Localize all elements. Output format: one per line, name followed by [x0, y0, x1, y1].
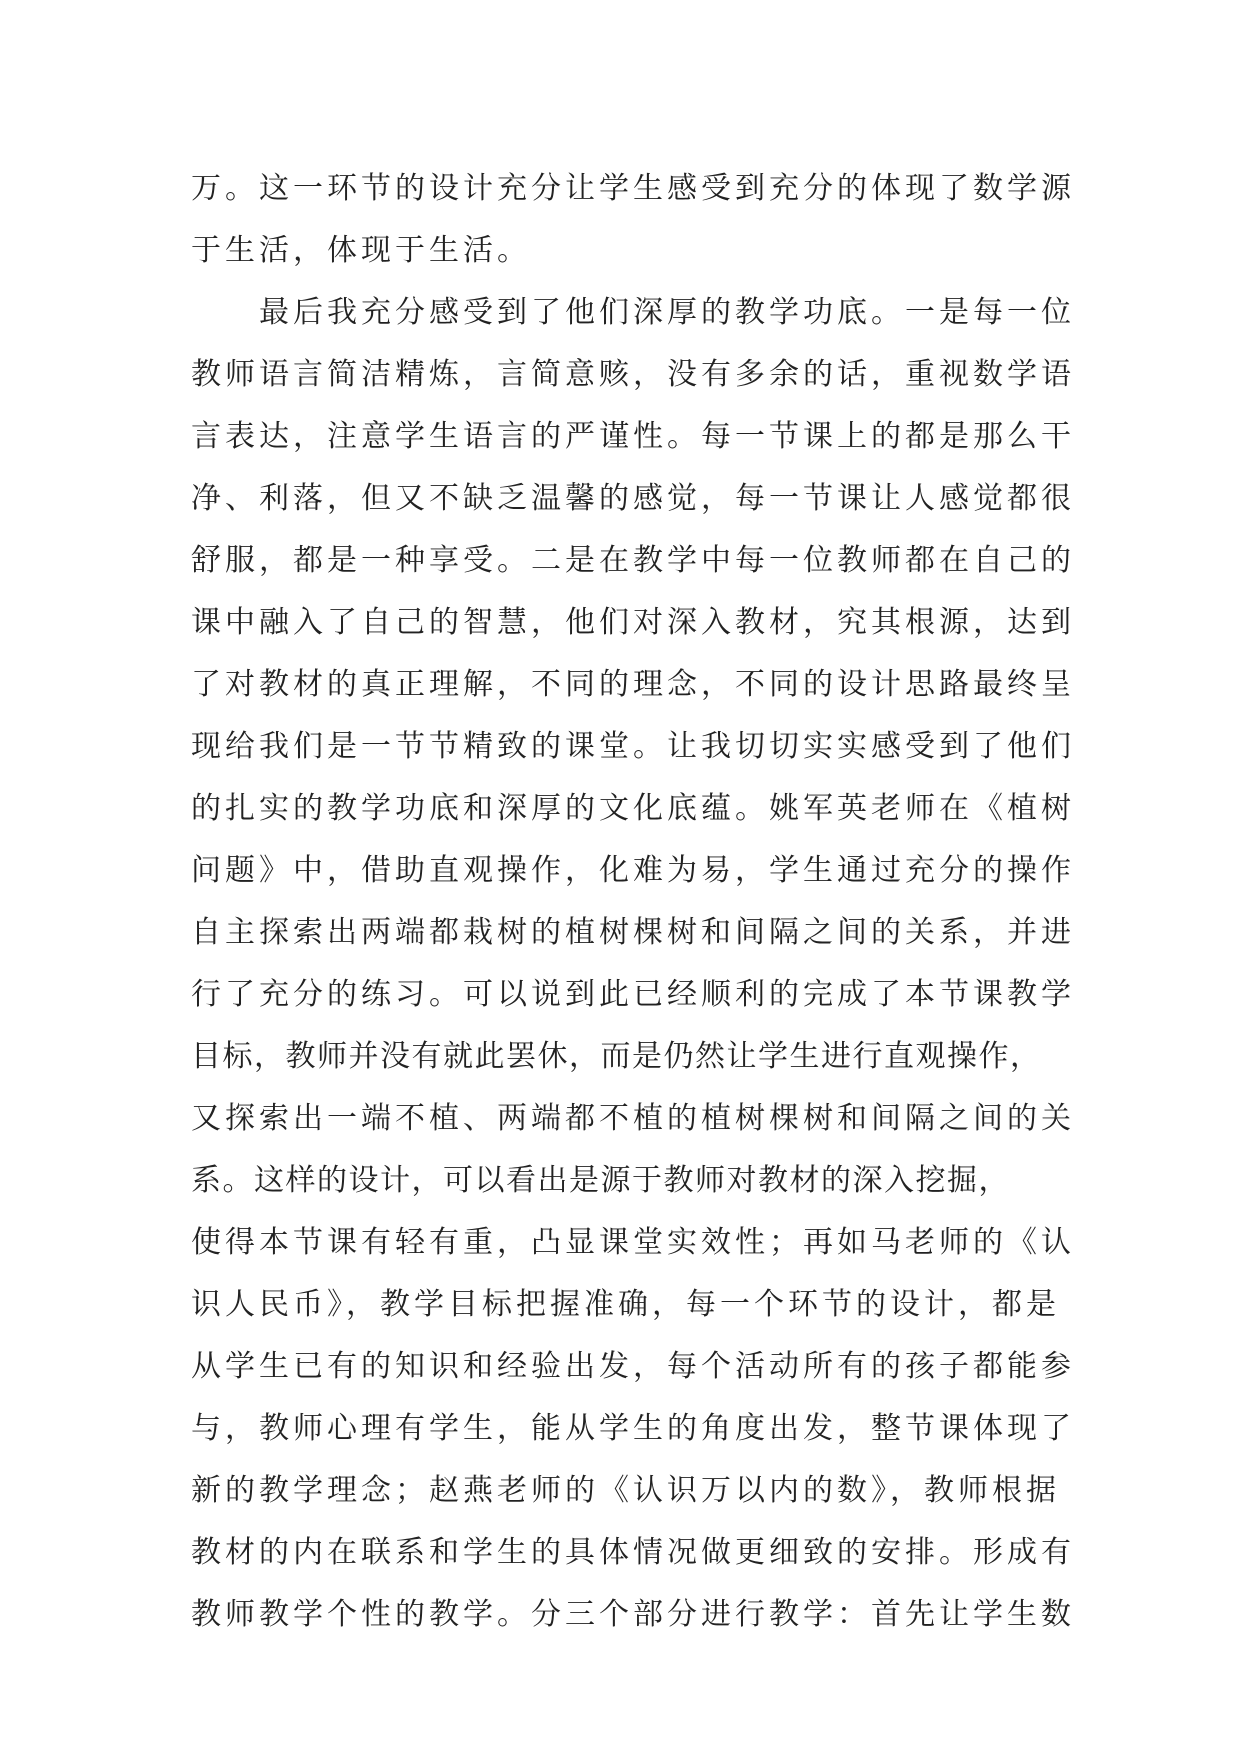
text-line: 系。这样的设计，可以看出是源于教师对教材的深入挖掘， — [191, 1163, 1010, 1198]
text-line: 课中融入了自己的智慧，他们对深入教材，究其根源，达到 — [191, 605, 1075, 640]
text-line: 又探索出一端不植、两端都不植的植树棵树和间隔之间的关 — [191, 1101, 1075, 1136]
text-line: 的扎实的教学功底和深厚的文化底蕴。姚军英老师在《植树 — [191, 791, 1075, 826]
text-line: 自主探索出两端都栽树的植树棵树和间隔之间的关系，并进 — [191, 915, 1075, 950]
text-line: 行了充分的练习。可以说到此已经顺利的完成了本节课教学 — [191, 977, 1075, 1012]
body-text — [191, 158, 1075, 1646]
text-line: 了对教材的真正理解，不同的理念，不同的设计思路最终呈 — [191, 667, 1075, 702]
text-line: 言表达，注意学生语言的严谨性。每一节课上的都是那么干 — [191, 419, 1075, 454]
text-line: 舒服，都是一种享受。二是在教学中每一位教师都在自己的 — [191, 543, 1075, 578]
text-line: 使得本节课有轻有重，凸显课堂实效性；再如马老师的《认 — [191, 1225, 1075, 1260]
text-line: 教师语言简洁精炼，言简意赅，没有多余的话，重视数学语 — [191, 357, 1075, 392]
text-line: 净、利落，但又不缺乏温馨的感觉，每一节课让人感觉都很 — [191, 481, 1075, 516]
text-line: 目标，教师并没有就此罢休，而是仍然让学生进行直观操作， — [191, 1039, 1042, 1074]
text-line: 教师教学个性的教学。分三个部分进行教学：首先让学生数 — [191, 1597, 1075, 1632]
text-line: 与，教师心理有学生，能从学生的角度出发，整节课体现了 — [191, 1411, 1075, 1446]
text-line: 教材的内在联系和学生的具体情况做更细致的安排。形成有 — [191, 1535, 1075, 1570]
text-line: 新的教学理念；赵燕老师的《认识万以内的数》，教师根据 — [191, 1473, 1060, 1508]
text-line: 于生活，体现于生活。 — [191, 233, 531, 268]
paragraph-first-line: 最后我充分感受到了他们深厚的教学功底。一是每一位 — [259, 295, 1075, 330]
text-line: 问题》中，借助直观操作，化难为易，学生通过充分的操作 — [191, 853, 1075, 888]
text-line: 从学生已有的知识和经验出发，每个活动所有的孩子都能参 — [191, 1349, 1075, 1384]
text-line: 现给我们是一节节精致的课堂。让我切切实实感受到了他们 — [191, 729, 1075, 764]
text-line: 万。这一环节的设计充分让学生感受到充分的体现了数学源 — [191, 171, 1075, 206]
text-line: 识人民币》，教学目标把握准确，每一个环节的设计，都是 — [191, 1287, 1060, 1322]
